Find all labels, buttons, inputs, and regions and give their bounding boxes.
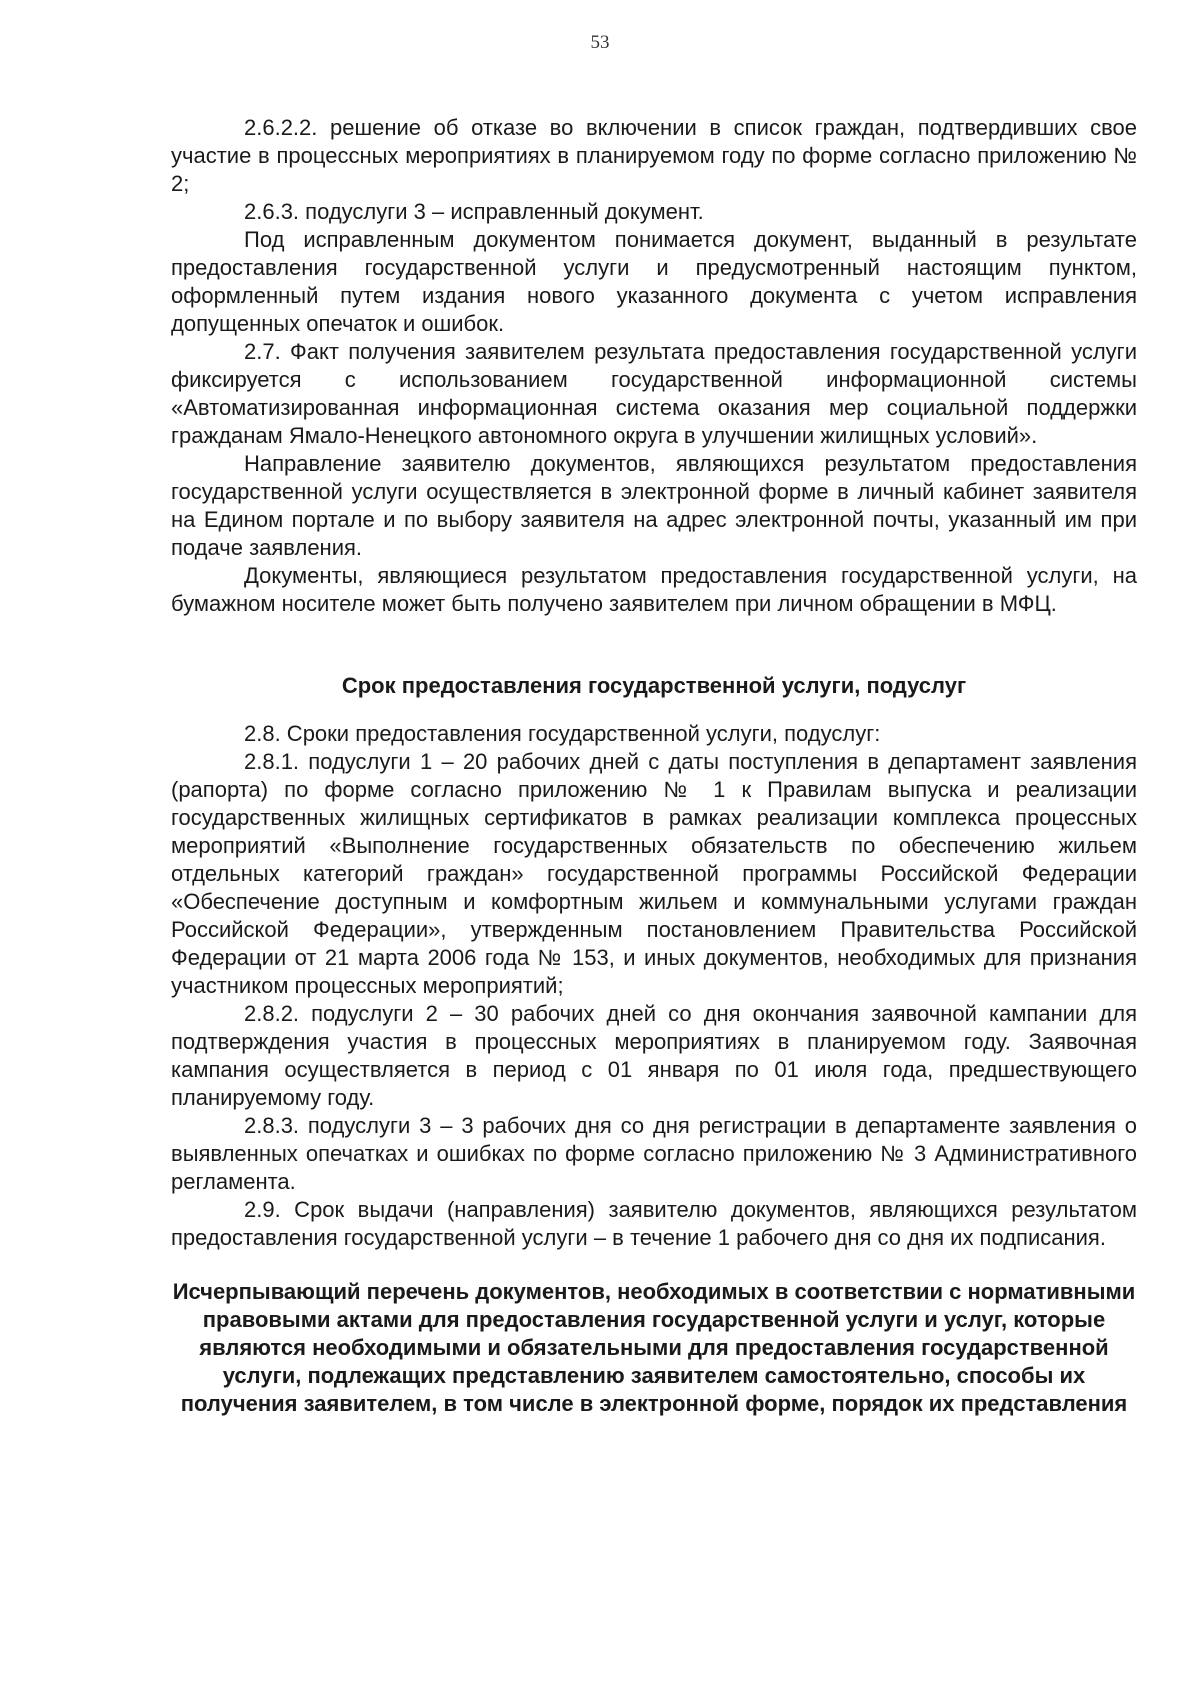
paragraph: 2.8. Сроки предоставления государственной услуги, подуслуг: xyxy=(244,721,881,746)
document-body xyxy=(171,114,1137,1418)
page-number: 53 xyxy=(590,32,610,53)
paragraph: 2.8.3. подуслуги 3 – 3 рабочих дня со дня регистрации в департаменте заявления о выявленных опечатках и ошибках по форме согласно приложению № 3 Административного регламента. xyxy=(171,1113,1137,1194)
section-heading-term: Срок предоставления государственной услуги, подуслуг xyxy=(341,673,967,698)
paragraph: Направление заявителю документов, являющихся результатом предоставления государственной услуги осуществляется в электронной форме в личный кабинет заявителя на Едином портале и по выбору заявителя на адрес электронной почты, указанный им при подаче заявления. xyxy=(171,451,1137,560)
section-heading-documents: Исчерпывающий перечень документов, необходимых в соответствии с нормативными правовыми актами для предоставления государственной услуги и услуг, которые являются необходимыми и обязательными для предоставления государственной услуги, подлежащих представлению заявителем самостоятельно, способы их получения заявителем, в том числе в электронной форме, порядок их представления xyxy=(172,1279,1136,1416)
paragraph: 2.6.3. подуслуги 3 – исправленный документ. xyxy=(244,199,704,224)
paragraph: 2.9. Срок выдачи (направления) заявителю документов, являющихся результатом предоставления государственной услуги – в течение 1 рабочего дня со дня их подписания. xyxy=(171,1197,1137,1250)
paragraph: 2.6.2.2. решение об отказе во включении в список граждан, подтвердивших свое участие в процессных мероприятиях в планируемом году по форме согласно приложению № 2; xyxy=(171,115,1137,196)
paragraph: Документы, являющиеся результатом предоставления государственной услуги, на бумажном носителе может быть получено заявителем при личном обращении в МФЦ. xyxy=(171,563,1137,616)
paragraph: 2.7. Факт получения заявителем результата предоставления государственной услуги фиксируется с использованием государственной информационной системы «Автоматизированная информационная система оказания мер социальной поддержки гражданам Ямало-Ненецкого автономного округа в улучшении жилищных условий». xyxy=(171,339,1137,448)
paragraph: Под исправленным документом понимается документ, выданный в результате предоставления государственной услуги и предусмотренный настоящим пунктом, оформленный путем издания нового указанного документа с учетом исправления допущенных опечаток и ошибок. xyxy=(171,227,1137,336)
paragraph: 2.8.2. подуслуги 2 – 30 рабочих дней со дня окончания заявочной кампании для подтверждения участия в процессных мероприятиях в планируемом году. Заявочная кампания осуществляется в период с 01 января по 01 июля года, предшествующего планируемому году. xyxy=(171,1001,1137,1110)
paragraph: 2.8.1. подуслуги 1 – 20 рабочих дней с даты поступления в департамент заявления (рапорта) по форме согласно приложению № 1 к Правилам выпуска и реализации государственных жилищных сертификатов в рамках реализации комплекса процессных мероприятий «Выполнение государственных обязательств по обеспечению жильем отдельных категорий граждан» государственной программы Российской Федерации «Обеспечение доступным и комфортным жильем и коммунальными услугами граждан Российской Федерации», утвержденным постановлением Правительства Российской Федерации от 21 марта 2006 года № 153, и иных документов, необходимых для признания участником процессных мероприятий; xyxy=(171,749,1137,998)
